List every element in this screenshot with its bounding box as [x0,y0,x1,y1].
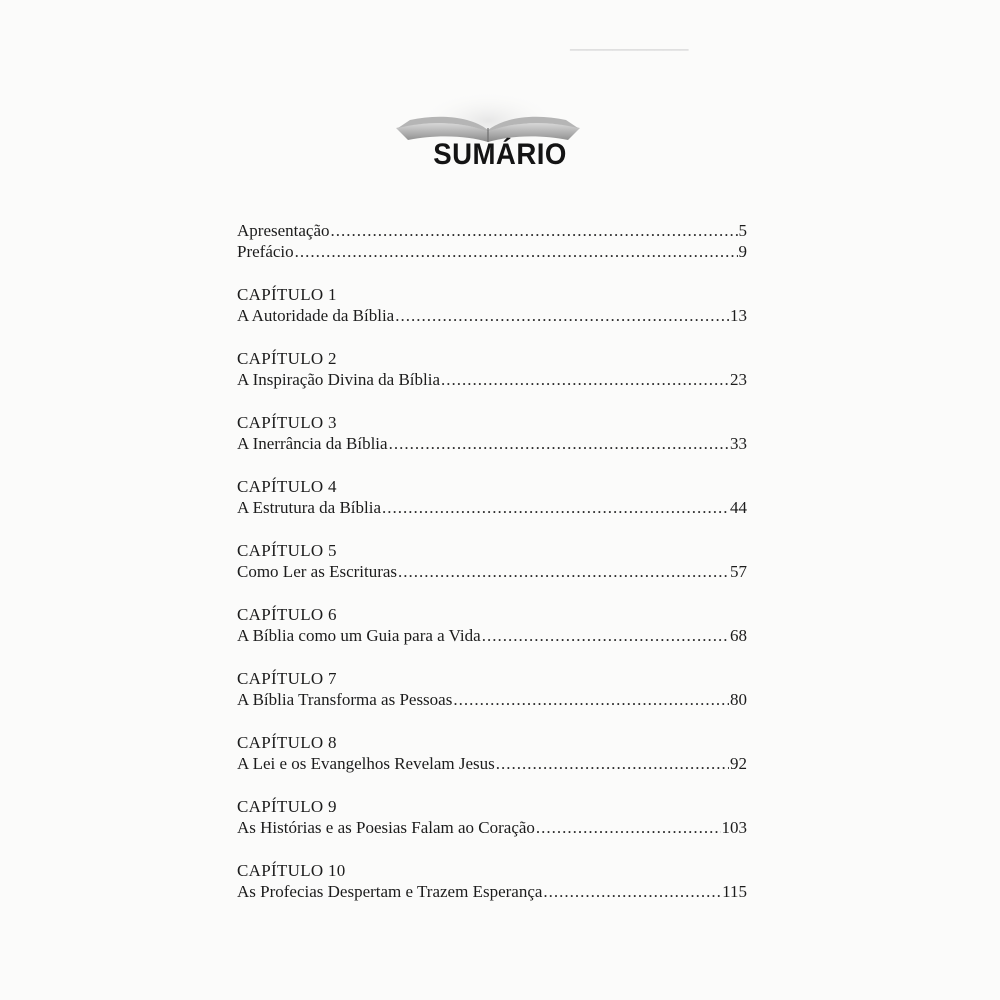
toc-entry-apresentacao[interactable] [237,220,747,241]
toc-entry-prefacio[interactable] [237,241,747,262]
toc-entry-page: 33 [730,434,747,453]
toc-entry-page: 92 [730,754,747,773]
toc-chapter-1[interactable] [237,284,747,326]
toc-entry-page: 13 [730,306,747,325]
chapter-heading: CAPÍTULO 5 [237,541,337,560]
toc-entry-page: 103 [721,818,747,837]
toc-chapter-8[interactable] [237,732,747,774]
toc-entry-label: A Inerrância da Bíblia [237,434,388,453]
toc-entry[interactable] [237,433,747,454]
toc-entry-page: 23 [730,370,747,389]
toc-entry-label: A Autoridade da Bíblia [237,306,395,325]
dot-leader [395,305,729,326]
bleed-through-decoration: ▁▁▁▁▁▁▁▁▁▁▁▁▁▁ [570,39,689,51]
toc-chapter-9[interactable] [237,796,747,838]
toc-chapter-4[interactable] [237,476,747,518]
toc-entry[interactable] [237,817,747,838]
toc-entry-page: 44 [730,498,747,517]
toc-entry-label: Apresentação [237,221,330,240]
toc-chapter-6[interactable] [237,604,747,646]
toc-chapter-3[interactable] [237,412,747,454]
toc-entry[interactable] [237,753,747,774]
chapter-heading: CAPÍTULO 10 [237,861,346,880]
dot-leader [536,817,721,838]
toc-entry-page: 80 [730,690,747,709]
dot-leader [382,497,729,518]
page-title: SUMÁRIO [433,138,567,171]
toc-entry-page: 5 [738,221,747,240]
table-of-contents [237,220,747,902]
toc-entry-label: A Inspiração Divina da Bíblia [237,370,441,389]
toc-entry[interactable] [237,625,747,646]
chapter-heading: CAPÍTULO 4 [237,477,337,496]
chapter-heading: CAPÍTULO 8 [237,733,337,752]
chapter-heading: CAPÍTULO 6 [237,605,337,624]
dot-leader [496,753,729,774]
chapter-heading: CAPÍTULO 9 [237,797,337,816]
toc-entry-page: 9 [738,242,747,261]
toc-chapter-10[interactable] [237,860,747,902]
dot-leader [398,561,729,582]
toc-entry-label: A Lei e os Evangelhos Revelam Jesus [237,754,495,773]
chapter-heading: CAPÍTULO 3 [237,413,337,432]
toc-entry[interactable] [237,689,747,710]
dot-leader [482,625,729,646]
dot-leader [441,369,729,390]
toc-entry-label: As Profecias Despertam e Trazem Esperança [237,882,543,901]
toc-entry[interactable] [237,881,747,902]
toc-entry-page: 57 [730,562,747,581]
dot-leader [295,241,738,262]
toc-entry-label: Como Ler as Escrituras [237,562,398,581]
dot-leader [331,220,738,241]
toc-entry[interactable] [237,497,747,518]
dot-leader [453,689,729,710]
toc-entry-label: Prefácio [237,242,294,261]
toc-entry-label: A Estrutura da Bíblia [237,498,382,517]
toc-entry[interactable] [237,369,747,390]
toc-entry[interactable] [237,305,747,326]
toc-chapter-7[interactable] [237,668,747,710]
toc-chapter-2[interactable] [237,348,747,390]
toc-entry-label: A Bíblia como um Guia para a Vida [237,626,481,645]
toc-entry-page: 68 [730,626,747,645]
toc-entry-label: A Bíblia Transforma as Pessoas [237,690,453,709]
chapter-heading: CAPÍTULO 1 [237,285,337,304]
dot-leader [389,433,729,454]
chapter-heading: CAPÍTULO 7 [237,669,337,688]
toc-entry-page: 115 [722,882,747,901]
dot-leader [543,881,721,902]
chapter-heading: CAPÍTULO 2 [237,349,337,368]
toc-entry-label: As Histórias e as Poesias Falam ao Coração [237,818,535,837]
toc-chapter-5[interactable] [237,540,747,582]
toc-entry[interactable] [237,561,747,582]
